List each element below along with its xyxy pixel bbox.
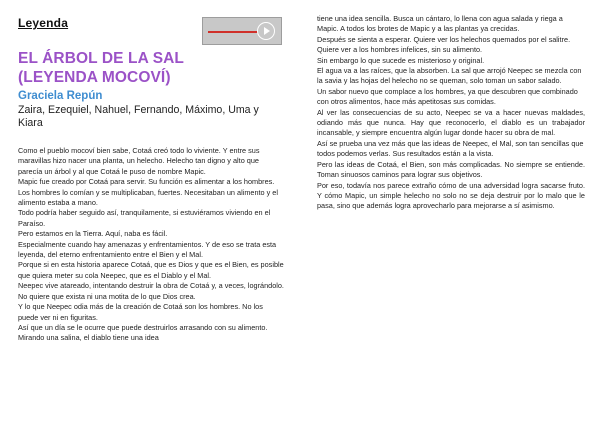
paragraph: Los hombres lo comían y se multiplicaban, fuertes. Necesitaban un alimento y el alimento estaba a mano.: [18, 187, 278, 208]
section-label: Leyenda: [18, 16, 69, 30]
story-title-line-1: EL ÁRBOL DE LA SAL: [18, 50, 184, 67]
story-title-line-2: (LEYENDA MOCOVÍ): [18, 69, 171, 86]
paragraph: El agua va a las raíces, que la absorben. La sal que arrojó Neepec se mezcla con la savia y las hojas del helecho no se queman, solo toman un sabor salado.: [317, 66, 582, 86]
paragraph: Quiere ver a los hombres infelices, sin su alimento.: [317, 45, 483, 55]
paragraph: Así que un día se le ocurre que puede destruirlos arrasando con su alimento. Mirando una salina, el diablo tiene una idea: [18, 322, 268, 343]
story-author: Graciela Repún: [18, 90, 103, 102]
paragraph: Neepec vive atareado, intentando destruir la obra de Cotaá y, a veces, lográndolo. No quiere que exista ni una motita de lo que Dios crea.: [18, 281, 284, 301]
left-column: [18, 14, 284, 344]
story-contributors: Zaira, Ezequiel, Nahuel, Fernando, Máximo, Uma y Kiara: [18, 104, 259, 129]
paragraph: Como el pueblo mocoví bien sabe, Cotaá creó todo lo viviente. Y entre sus maravillas hizo nacer una planta, un helecho. Helecho tan digno y alto que parecía un árbol y al que Cotaá le puso de nombre Mapic.: [18, 146, 260, 176]
paragraph: Pero las ideas de Cotaá, el Bien, son más complicadas. No siempre se entiende. Toman sinuosos caminos para lograr sus objetivos.: [317, 159, 585, 180]
paragraph: Así se prueba una vez más que las ideas de Neepec, el Mal, son tan sencillas que todos podemos verlas. Sus resultados están a la vista.: [317, 138, 584, 159]
left-body-text: [18, 146, 284, 344]
paragraph: tiene una idea sencilla. Busca un cántaro, lo llena con agua salada y riega a Mapic. A todos los brotes de Mapic y a las plantas ya crecidas.: [317, 14, 563, 34]
paragraph: Después se sienta a esperar. Quiere ver los helechos quemados por el salitre.: [317, 34, 571, 44]
paragraph: Al ver las consecuencias de su acto, Neepec se va a hacer nuevas maldades, odiando más que nunca. Hay que reconocerlo, el diablo es un trabajador incansable, y siempre encuentra algún lugar donde hacer su obra de mal.: [317, 107, 585, 138]
right-column: [317, 14, 585, 212]
paragraph: Y lo que Neepec odia más de la creación de Cotaá son los hombres. No los puede ver ni en figuritas.: [18, 302, 263, 322]
paragraph: Sin embargo lo que sucede es misterioso y original.: [317, 55, 485, 65]
paragraph: Mapic fue creado por Cotaá para servir. Su función es alimentar a los hombres.: [18, 177, 275, 187]
paragraph: Pero estamos en la Tierra. Aquí, naba es fácil.: [18, 229, 168, 239]
paragraph: Por eso, todavía nos parece extraño cómo de una adversidad logra sacarse fruto. Y cómo Mapic, un simple helecho no solo no se deja destruir por lo malo que le pasa, sino que además logra aprovecharlo para mejorarse a sí asimismo.: [317, 180, 585, 211]
paragraph: Especialmente cuando hay amenazas y enfrentamientos. Y de eso se trata esta leyenda, del eterno enfrentamiento entre el Bien y el Mal.: [18, 239, 277, 260]
paragraph: Todo podría haber seguido así, tranquilamente, si estuviéramos viviendo en el Paraíso.: [18, 208, 271, 228]
play-icon[interactable]: [257, 22, 275, 40]
paragraph: Un sabor nuevo que complace a los hombres, ya que descubren que combinado con otros alimentos, hace más apetitosas sus comidas.: [317, 86, 578, 107]
paragraph: Porque si en esta historia aparece Cotaá, que es Dios y que es el Bien, es posible que quiera meter su cola Neepec, que es el Diablo y el Mal.: [18, 260, 284, 280]
audio-player[interactable]: [202, 17, 282, 45]
story-title: [18, 49, 284, 87]
audio-progress-bar[interactable]: [208, 31, 258, 33]
